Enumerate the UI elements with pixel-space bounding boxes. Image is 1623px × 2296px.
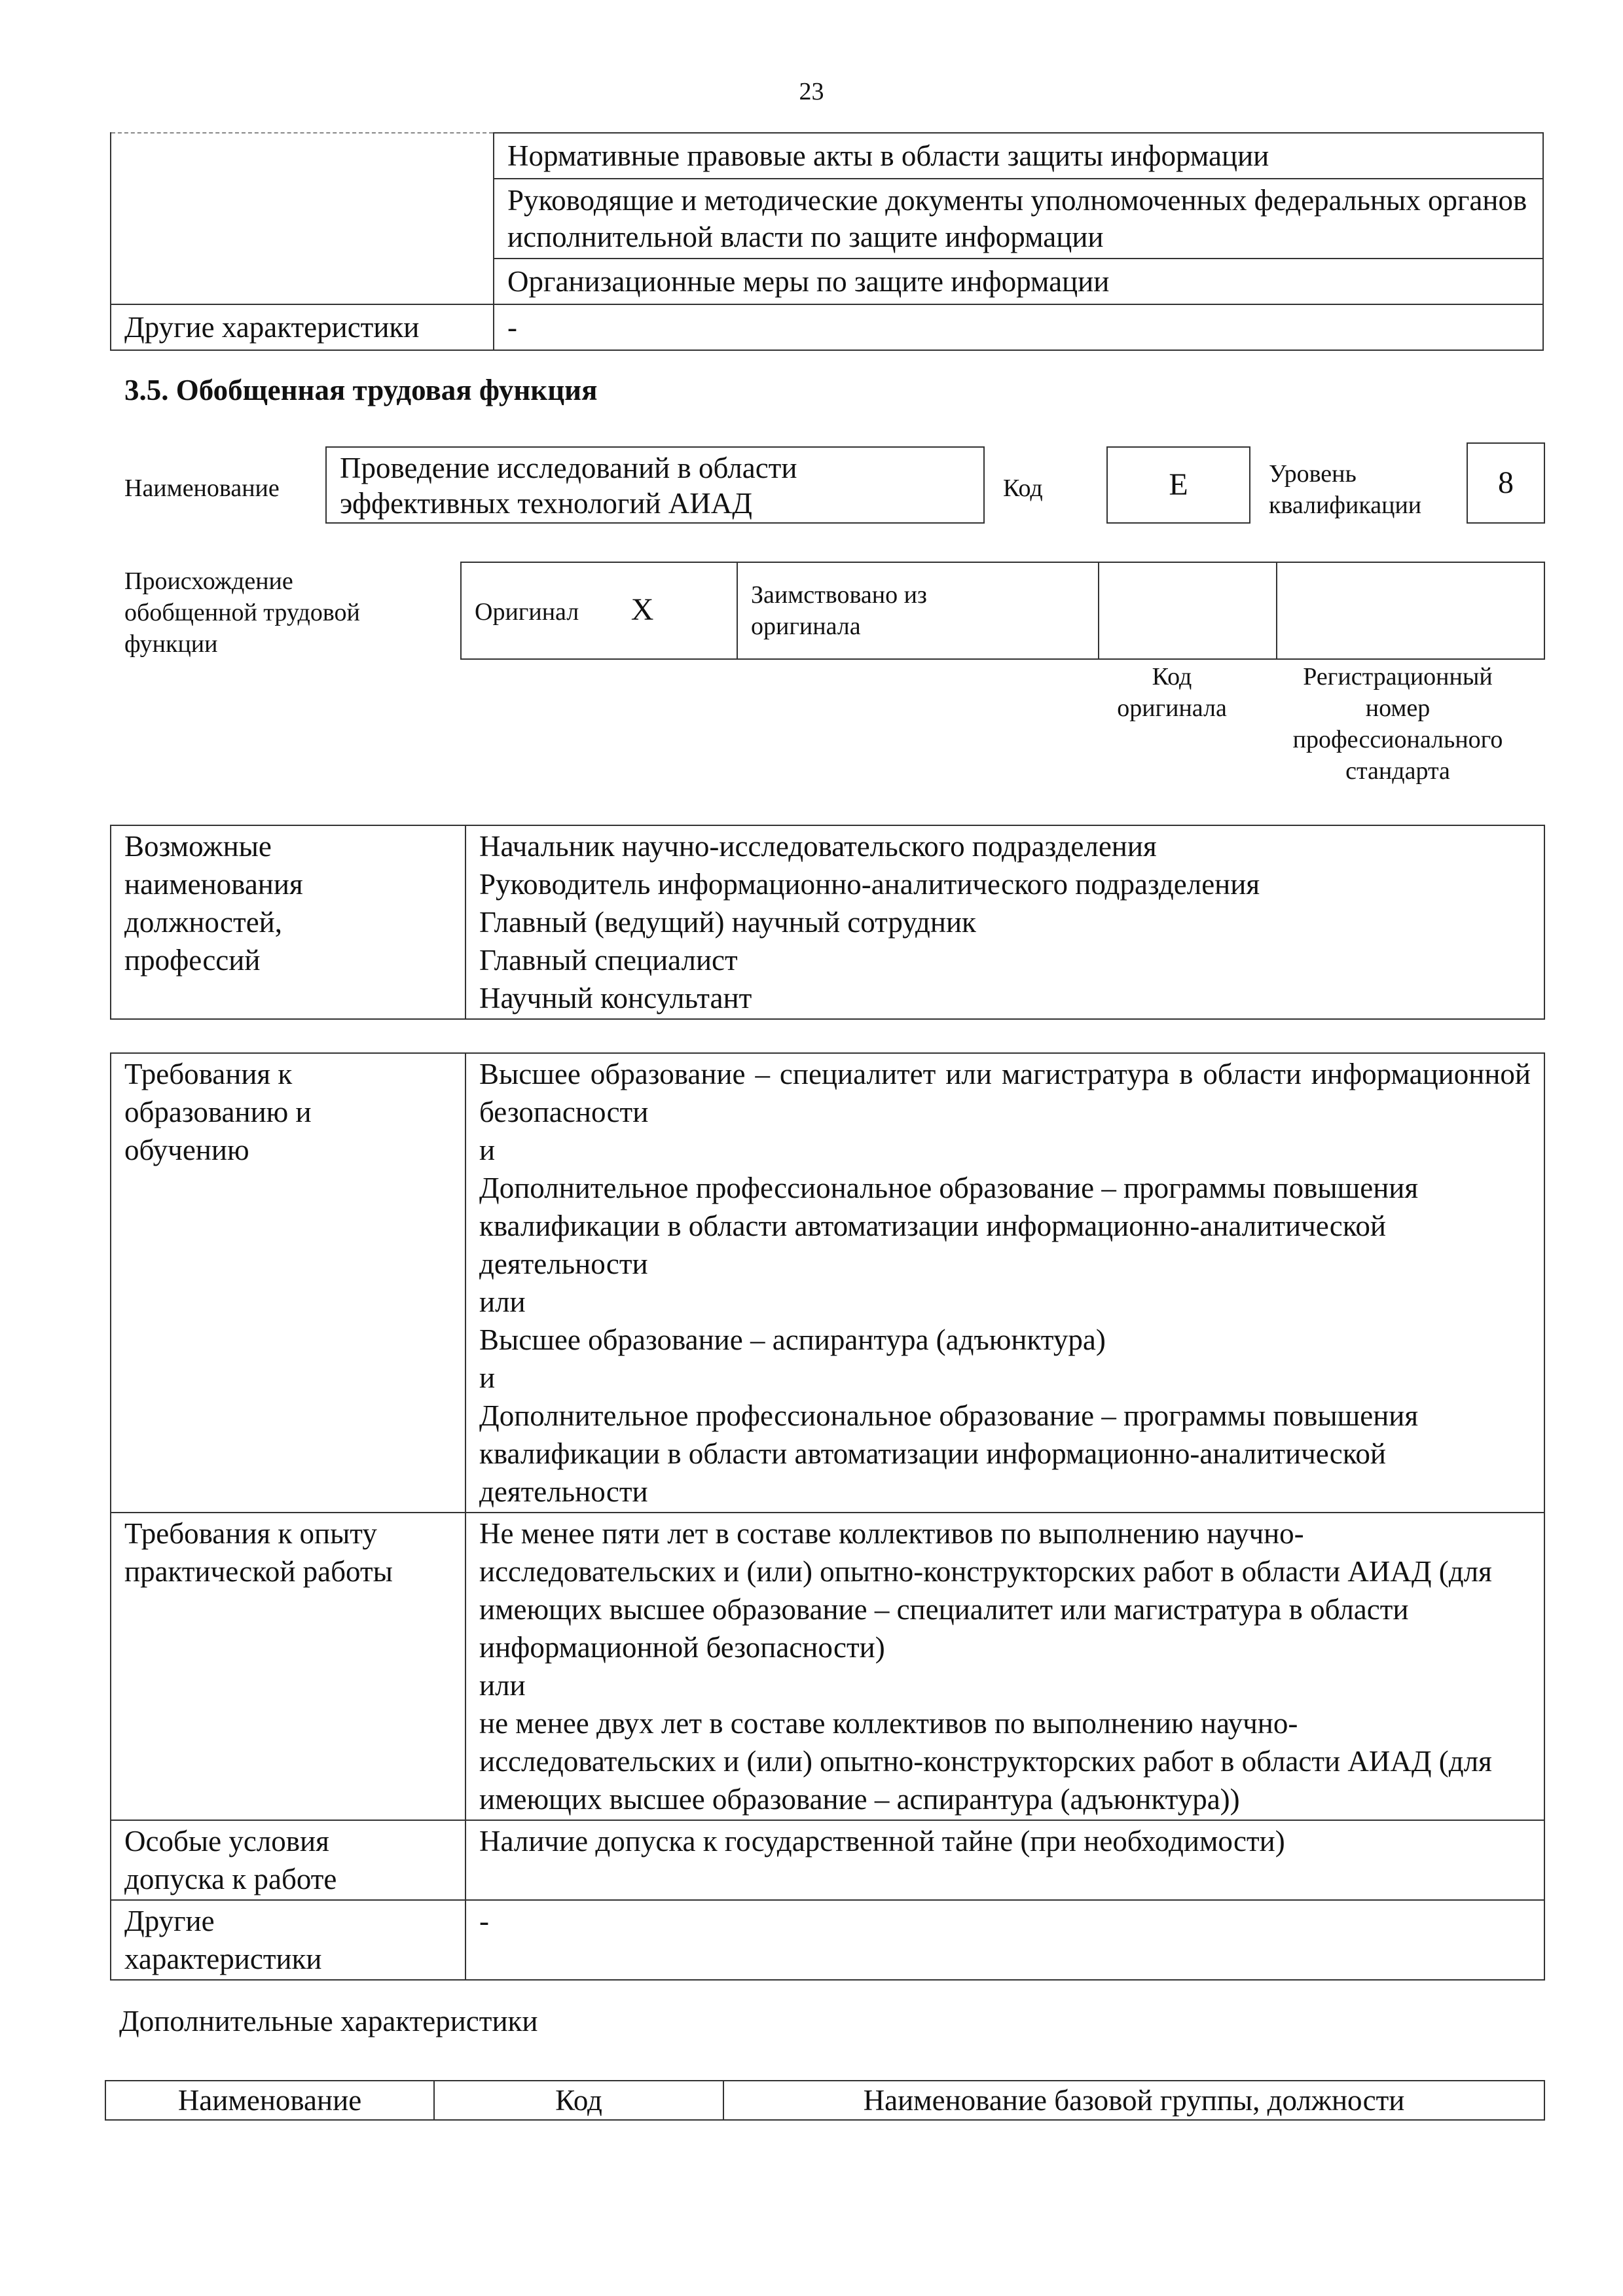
blank-label-cell [111,133,494,304]
other-characteristics-value: - [465,1900,1544,1980]
experience-requirements [465,1513,1544,1820]
education-label-line: обучению [124,1134,249,1166]
education-paragraph: Высшее образование – аспирантура (адъюнктура) [479,1323,1106,1356]
caption-line: номер [1365,694,1431,722]
experience-label-line: практической работы [124,1555,393,1588]
section-heading: 3.5. Обобщенная трудовая функция [124,374,598,406]
education-label-line: образованию и [124,1096,312,1128]
list-item: Руководитель информационно-аналитического подразделения [479,868,1260,901]
caption-line: Код [1152,663,1192,691]
original-mark: X [630,592,654,627]
other-characteristics-value: - [494,304,1543,350]
experience-label-line: Требования к опыту [124,1517,377,1550]
positions-label-line: наименования [124,868,303,901]
code-label: Код [1003,475,1043,502]
additional-characteristics-table [105,2080,1545,2121]
column-header-base-group: Наименование базовой группы, должности [723,2081,1544,2120]
experience-paragraph: Не менее пяти лет в составе коллективов по выполнению научно-исследовательских и (или) опытно-конструкторских работ в области АИАД (для имеющих высшее образование – специалитет или магистратура в области информационной безопасности) [479,1517,1492,1664]
qualification-level-label [1269,458,1421,521]
table-row: Нормативные правовые акты в области защиты информации [494,133,1543,179]
positions-label-line: профессий [124,944,261,977]
positions-label [111,825,465,1019]
positions-table [110,825,1545,1020]
caption-line: стандарта [1345,757,1450,785]
list-item: Начальник научно-исследовательского подразделения [479,830,1157,863]
conjunction: и [479,1134,496,1166]
education-paragraph: Дополнительное профессиональное образование – программы повышения квалификации в области автоматизации информационно-аналитической деятельности [479,1172,1419,1280]
list-item: Главный специалист [479,944,738,977]
origin-label [124,565,360,660]
borrowed-label-line: оригинала [751,613,861,640]
qualification-level-value: 8 [1467,442,1545,524]
continuation-table [110,132,1544,351]
page-number: 23 [799,78,824,105]
other-label-line: характеристики [124,1943,322,1975]
registration-number-cell [1277,562,1544,659]
function-name-line: эффективных технологий АИАД [340,487,752,520]
special-conditions-label-line: Особые условия [124,1825,329,1857]
other-characteristics-label [111,1900,465,1980]
level-label-line: Уровень [1269,460,1357,488]
education-label-line: Требования к [124,1058,293,1090]
other-characteristics-label: Другие характеристики [111,304,494,350]
column-header-name: Наименование [105,2081,434,2120]
column-header-code: Код [434,2081,723,2120]
special-conditions-label [111,1820,465,1900]
conjunction: и [479,1361,496,1394]
name-label: Наименование [124,475,280,502]
positions-label-line: Возможные [124,830,272,863]
list-item: Научный консультант [479,982,752,1014]
caption-line: профессионального [1292,726,1503,753]
caption-line: Регистрационный [1303,663,1493,691]
education-label [111,1053,465,1513]
code-value: E [1106,446,1250,524]
function-name-line: Проведение исследований в области [340,452,797,484]
other-label-line: Другие [124,1905,215,1937]
requirements-table [110,1052,1545,1981]
table-row: Организационные меры по защите информации [494,259,1543,304]
level-label-line: квалификации [1269,492,1422,519]
conjunction: или [479,1285,526,1318]
original-code-cell [1099,562,1277,659]
table-row: Руководящие и методические документы уполномоченных федеральных органов исполнительной власти по защите информации [494,179,1543,259]
registration-number-caption [1250,661,1545,787]
education-paragraph: Дополнительное профессиональное образование – программы повышения квалификации в области автоматизации информационно-аналитической деятельности [479,1399,1419,1508]
origin-label-line: функции [124,630,218,658]
experience-label [111,1513,465,1820]
list-item: Главный (ведущий) научный сотрудник [479,906,976,939]
caption-line: оригинала [1117,694,1227,722]
function-name-field [325,446,985,524]
origin-label-line: Происхождение [124,567,293,595]
positions-list [465,825,1544,1019]
additional-characteristics-heading: Дополнительные характеристики [119,2005,538,2037]
education-paragraph: Высшее образование – специалитет или магистратура в области информационной безопасности [479,1058,1531,1128]
origin-table [460,562,1545,660]
education-requirements [465,1053,1544,1513]
original-cell [461,562,737,659]
special-conditions-label-line: допуска к работе [124,1863,337,1895]
conjunction: или [479,1669,526,1702]
original-code-caption [1087,661,1257,724]
special-conditions-value: Наличие допуска к государственной тайне (при необходимости) [465,1820,1544,1900]
borrowed-cell [737,562,1099,659]
positions-label-line: должностей, [124,906,282,939]
borrowed-label-line: Заимствовано из [751,581,927,609]
experience-paragraph: не менее двух лет в составе коллективов по выполнению научно-исследовательских и (или) опытно-конструкторских работ в области АИАД (для имеющих высшее образование – аспирантура (адъюнктура)) [479,1707,1492,1816]
origin-label-line: обобщенной трудовой [124,599,360,626]
original-label: Оригинал [475,598,579,626]
